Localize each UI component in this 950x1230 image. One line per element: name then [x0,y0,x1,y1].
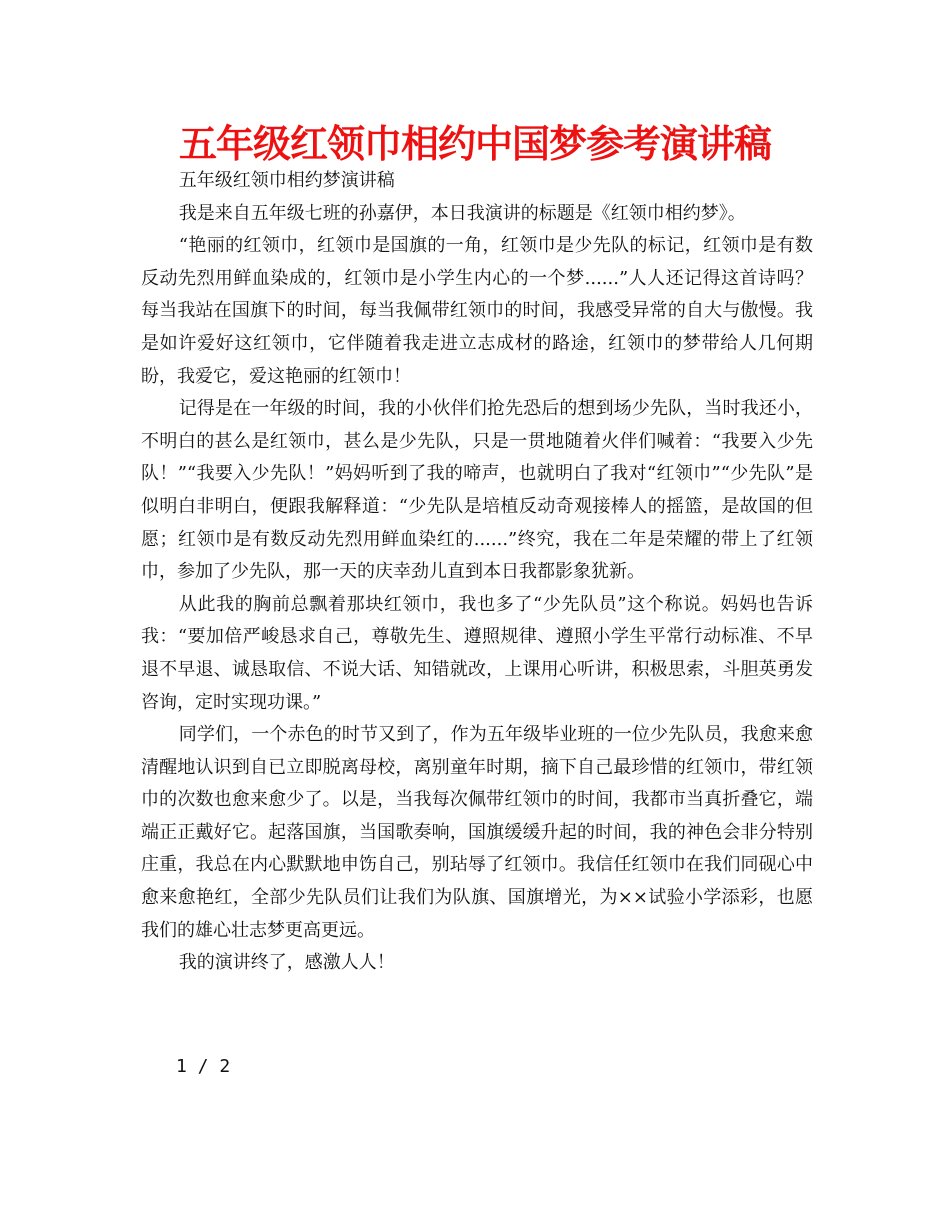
paragraph-intro: 我是来自五年级七班的孙嘉伊，本日我演讲的标题是《红领巾相约梦》。 [178,202,746,224]
paragraph-first-grade: 记得是在一年级的时间，我的小伙伴们抢先恐后的想到场少先队，当时我还小，不明白的甚么是红领巾，甚么是少先队，只是一贯地随着火伴们喊着：“我要入少先队！”“我要入少先队！”妈妈听到了我的啼声，也就明白了我对“红领巾”“少先队”是似明白非明白，便跟我解释道：“少先队是培植反动奇观接棒人的摇篮，是故国的但愿；红领巾是有数反动先烈用鲜血染红的......”终究，我在二年是荣耀的带上了红领巾，参加了少先队，那一天的庆幸劲儿直到本日我都影象犹新。 [141,398,813,583]
paragraph-graduation: 同学们，一个赤色的时节又到了，作为五年级毕业班的一位少先队员，我愈来愈清醒地认识到自已立即脱离母校，离别童年时期，摘下自己最珍惜的红领巾，带红领巾的次数也愈来愈少了。以是，当我每次佩带红领巾的时间，我都市当真折叠它，端端正正戴好它。起落国旗，当国歌奏响，国旗缓缓升起的时间，我的神色会非分特别庄重，我总在内心默默地申饬自己，别玷辱了红领巾。我信任红领巾在我们同砚心中愈来愈艳红，全部少先队员们让我们为队旗、国旗增光，为××试验小学添彩，也愿我们的雄心壮志梦更高更远。 [141,724,813,941]
paragraph-poem: “艳丽的红领巾，红领巾是国旗的一角，红领巾是少先队的标记，红领巾是有数反动先烈用鲜血染成的，红领巾是小学生内心的一个梦......”人人还记得这首诗吗？每当我站在国旗下的时间，每当我佩带红领巾的时间，我感受异常的自大与傲慢。我是如许爱好这红领巾，它伴随着我走进立志成材的路途，红领巾的梦带给人几何期盼，我爱它，爱这艳丽的红领巾！ [141,235,813,387]
document-subtitle: 五年级红领巾相约梦演讲稿 [178,170,395,191]
document-body [141,165,813,980]
paragraph-closing: 我的演讲终了，感激人人！ [178,952,395,974]
paragraph-mother-advice: 从此我的胸前总飘着那块红领巾，我也多了“少先队员”这个称说。妈妈也告诉我：“要加倍严峻恳求自己，尊敬先生、遵照规律、遵照小学生平常行动标准、不早退不早退、诚恳取信、不说大话、知错就改，上课用心听讲，积极思索，斗胆英勇发咨询，定时实现功课。” [141,593,813,713]
page-number: 1 / 2 [176,1056,231,1077]
document-title: 五年级红领巾相约中国梦参考演讲稿 [178,122,771,166]
